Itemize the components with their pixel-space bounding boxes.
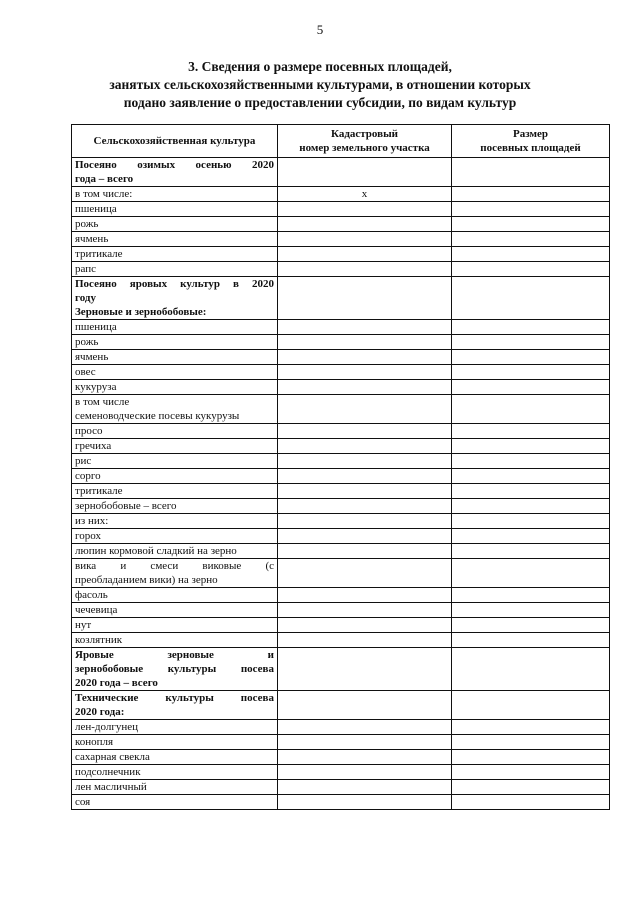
- crop-cell: [72, 365, 278, 380]
- crop-name-line: года – всего: [75, 173, 134, 185]
- table-row: [72, 633, 610, 648]
- area-cell: [452, 588, 610, 603]
- table-row: [72, 648, 610, 691]
- crop-cell: [72, 158, 278, 187]
- area-cell: [452, 232, 610, 247]
- table-row: [72, 780, 610, 795]
- crop-cell: [72, 735, 278, 750]
- crop-cell: [72, 750, 278, 765]
- heading-line: 3. Сведения о размере посевных площадей,: [188, 59, 452, 74]
- area-cell: [452, 320, 610, 335]
- area-cell: [452, 514, 610, 529]
- crop-name-line: Технические культуры посева: [75, 692, 274, 704]
- table-row: [72, 691, 610, 720]
- crop-name-line: в том числе:: [75, 188, 133, 200]
- crop-cell: [72, 232, 278, 247]
- cadastral-cell: [278, 320, 452, 335]
- table-row: [72, 559, 610, 588]
- table-row: [72, 395, 610, 424]
- crop-cell: [72, 350, 278, 365]
- table-row: [72, 544, 610, 559]
- crop-cell: [72, 247, 278, 262]
- table-row: [72, 262, 610, 277]
- crop-cell: [72, 262, 278, 277]
- cadastral-cell: [278, 380, 452, 395]
- crop-name-line: 2020 года – всего: [75, 677, 158, 689]
- area-cell: [452, 559, 610, 588]
- table-row: [72, 277, 610, 320]
- table-row: [72, 720, 610, 735]
- table-row: [72, 588, 610, 603]
- crop-name-line: подсолнечник: [75, 766, 141, 778]
- crop-name-line: фасоль: [75, 589, 108, 601]
- area-cell: [452, 544, 610, 559]
- area-cell: [452, 529, 610, 544]
- crop-cell: [72, 544, 278, 559]
- crop-cell: [72, 514, 278, 529]
- crop-name-line: Зерновые и зернобобовые:: [75, 306, 207, 318]
- cadastral-cell: [278, 633, 452, 648]
- crop-cell: [72, 277, 278, 320]
- area-cell: [452, 277, 610, 320]
- crop-name-line: лен-долгунец: [75, 721, 139, 733]
- table-body: [72, 158, 610, 810]
- area-cell: [452, 795, 610, 810]
- crop-cell: [72, 795, 278, 810]
- cadastral-cell: [278, 765, 452, 780]
- area-cell: [452, 247, 610, 262]
- table-row: [72, 187, 610, 202]
- table-row: [72, 750, 610, 765]
- cadastral-cell: [278, 588, 452, 603]
- cadastral-cell: [278, 618, 452, 633]
- crop-name-line: люпин кормовой сладкий на зерно: [75, 545, 237, 557]
- table-row: [72, 380, 610, 395]
- cadastral-cell: [278, 439, 452, 454]
- crop-cell: [72, 588, 278, 603]
- crop-name-line: пшеница: [75, 203, 117, 215]
- table-row: [72, 603, 610, 618]
- crop-cell: [72, 320, 278, 335]
- crop-cell: [72, 217, 278, 232]
- area-cell: [452, 217, 610, 232]
- crop-cell: [72, 202, 278, 217]
- crop-name-line: рожь: [75, 336, 99, 348]
- cadastral-cell: [278, 780, 452, 795]
- crop-name-line: Посеяно озимых осенью 2020: [75, 159, 274, 171]
- crop-cell: [72, 484, 278, 499]
- cadastral-cell: [278, 529, 452, 544]
- area-cell: [452, 424, 610, 439]
- cadastral-cell: [278, 365, 452, 380]
- crop-cell: [72, 499, 278, 514]
- cadastral-cell: [278, 202, 452, 217]
- area-cell: [452, 262, 610, 277]
- table-row: [72, 247, 610, 262]
- crop-name-line: рис: [75, 455, 92, 467]
- crop-name-line: нут: [75, 619, 92, 631]
- area-cell: [452, 454, 610, 469]
- crop-name-line: лен масличный: [75, 781, 147, 793]
- crop-name-line: чечевица: [75, 604, 118, 616]
- area-cell: [452, 780, 610, 795]
- table-row: [72, 484, 610, 499]
- crop-name-line: в том числе: [75, 396, 130, 408]
- crop-name-line: горох: [75, 530, 101, 542]
- table-row: [72, 529, 610, 544]
- crop-cell: [72, 633, 278, 648]
- cadastral-cell: [278, 691, 452, 720]
- table-row: [72, 202, 610, 217]
- cadastral-cell: [278, 247, 452, 262]
- table-row: [72, 217, 610, 232]
- header-area-line: Размер: [513, 128, 548, 140]
- table-row: [72, 439, 610, 454]
- header-area-line: посевных площадей: [480, 142, 581, 154]
- cadastral-cell: [278, 720, 452, 735]
- cadastral-cell: [278, 217, 452, 232]
- crop-name-line: рапс: [75, 263, 97, 275]
- crop-name-line: семеноводческие посевы кукурузы: [75, 410, 240, 422]
- table-row: [72, 158, 610, 187]
- crop-name-line: соя: [75, 796, 91, 808]
- cadastral-cell: [278, 277, 452, 320]
- crop-cell: [72, 618, 278, 633]
- table-row: [72, 320, 610, 335]
- area-cell: [452, 484, 610, 499]
- cadastral-cell: [278, 499, 452, 514]
- area-cell: [452, 380, 610, 395]
- crop-name-line: году: [75, 292, 96, 304]
- table-header-row: [72, 125, 610, 158]
- crop-cell: [72, 439, 278, 454]
- crop-cell: [72, 720, 278, 735]
- area-cell: [452, 735, 610, 750]
- cadastral-cell: [278, 750, 452, 765]
- crop-cell: [72, 380, 278, 395]
- crop-name-line: ячмень: [75, 233, 109, 245]
- area-cell: [452, 187, 610, 202]
- crop-name-line: зернобобовые – всего: [75, 500, 177, 512]
- cadastral-cell: [278, 648, 452, 691]
- table-row: [72, 499, 610, 514]
- area-cell: [452, 618, 610, 633]
- crop-cell: [72, 765, 278, 780]
- area-cell: [452, 750, 610, 765]
- area-cell: [452, 335, 610, 350]
- header-cadastral-line: номер земельного участка: [299, 142, 430, 154]
- area-cell: [452, 765, 610, 780]
- crop-cell: [72, 469, 278, 484]
- crop-cell: [72, 529, 278, 544]
- crop-cell: [72, 648, 278, 691]
- area-cell: [452, 720, 610, 735]
- area-cell: [452, 691, 610, 720]
- table-row: [72, 350, 610, 365]
- crop-name-line: 2020 года:: [75, 706, 125, 718]
- table-row: [72, 795, 610, 810]
- cadastral-cell: [278, 395, 452, 424]
- crop-name-line: пшеница: [75, 321, 117, 333]
- cadastral-cell: [278, 469, 452, 484]
- crop-name-line: сорго: [75, 470, 101, 482]
- crop-name-line: рожь: [75, 218, 99, 230]
- header-crop: Сельскохозяйственная культура: [72, 125, 278, 158]
- cadastral-cell: [278, 795, 452, 810]
- crop-name-line: зернобобовые культуры посева: [75, 663, 274, 675]
- table-row: [72, 735, 610, 750]
- header-cadastral: [278, 125, 452, 158]
- cadastral-cell: [278, 350, 452, 365]
- table-row: [72, 454, 610, 469]
- cadastral-cell: [278, 559, 452, 588]
- cadastral-cell: [278, 454, 452, 469]
- crop-name-line: вика и смеси виковые (с: [75, 560, 274, 572]
- header-area: [452, 125, 610, 158]
- table-row: [72, 365, 610, 380]
- crop-name-line: сахарная свекла: [75, 751, 150, 763]
- header-cadastral-line: Кадастровый: [330, 128, 399, 140]
- cadastral-cell: [278, 603, 452, 618]
- table-row: [72, 618, 610, 633]
- crop-name-line: тритикале: [75, 248, 123, 260]
- section-heading: [60, 58, 580, 112]
- area-cell: [452, 648, 610, 691]
- crop-cell: [72, 603, 278, 618]
- crop-cell: [72, 454, 278, 469]
- table-row: [72, 469, 610, 484]
- cadastral-cell: [278, 544, 452, 559]
- cadastral-cell: [278, 158, 452, 187]
- table-row: [72, 232, 610, 247]
- table-row: [72, 335, 610, 350]
- crop-name-line: тритикале: [75, 485, 123, 497]
- crop-cell: [72, 424, 278, 439]
- crop-cell: [72, 335, 278, 350]
- cadastral-cell: [278, 735, 452, 750]
- area-cell: [452, 633, 610, 648]
- cadastral-cell: [278, 232, 452, 247]
- crop-name-line: Посеяно яровых культур в 2020: [75, 278, 274, 290]
- crop-name-line: из них:: [75, 515, 109, 527]
- cadastral-cell: [278, 335, 452, 350]
- crop-name-line: просо: [75, 425, 103, 437]
- area-cell: [452, 499, 610, 514]
- heading-line: подано заявление о предоставлении субсидии, по видам культур: [123, 95, 517, 110]
- table-row: [72, 424, 610, 439]
- crop-name-line: гречиха: [75, 440, 112, 452]
- area-cell: [452, 469, 610, 484]
- crop-name-line: овес: [75, 366, 96, 378]
- crop-cell: [72, 187, 278, 202]
- cadastral-cell: х: [278, 187, 452, 202]
- area-cell: [452, 202, 610, 217]
- cadastral-cell: [278, 484, 452, 499]
- crop-cell: [72, 691, 278, 720]
- cadastral-cell: [278, 424, 452, 439]
- crop-name-line: Яровые зерновые и: [75, 649, 274, 661]
- area-cell: [452, 350, 610, 365]
- crop-name-line: кукуруза: [75, 381, 117, 393]
- area-cell: [452, 395, 610, 424]
- area-cell: [452, 158, 610, 187]
- crop-cell: [72, 780, 278, 795]
- cadastral-cell: [278, 514, 452, 529]
- heading-line: занятых сельскохозяйственными культурами, в отношении которых: [109, 77, 531, 92]
- table-row: [72, 514, 610, 529]
- area-cell: [452, 439, 610, 454]
- crop-area-table: [71, 124, 610, 810]
- crop-name-line: козлятник: [75, 634, 123, 646]
- crop-name-line: ячмень: [75, 351, 109, 363]
- cadastral-cell: [278, 262, 452, 277]
- crop-cell: [72, 559, 278, 588]
- area-cell: [452, 365, 610, 380]
- page-number: 5: [316, 22, 324, 37]
- crop-name-line: преобладанием вики) на зерно: [75, 574, 218, 586]
- crop-cell: [72, 395, 278, 424]
- crop-name-line: конопля: [75, 736, 114, 748]
- table-row: [72, 765, 610, 780]
- area-cell: [452, 603, 610, 618]
